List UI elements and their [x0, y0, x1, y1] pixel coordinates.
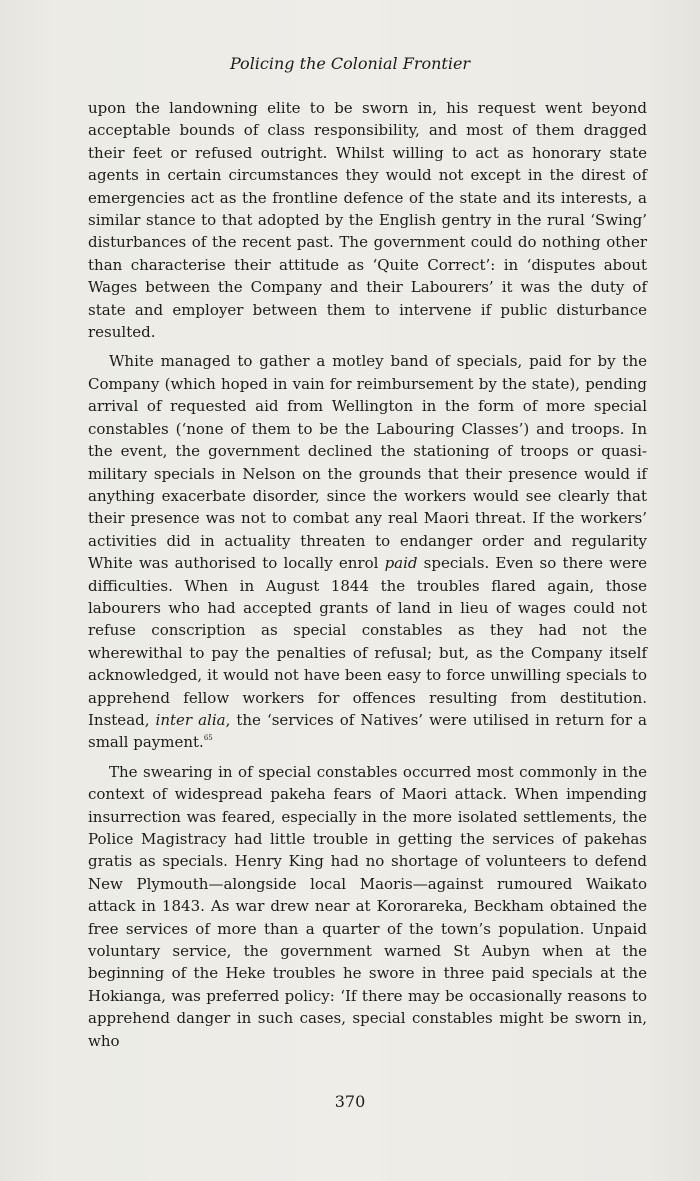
paragraph-2-italic-inter-alia: inter alia: [155, 710, 226, 729]
page-number: 370: [334, 1092, 366, 1111]
paragraph-2-text-b: specials. Even so there were difficulties. When in August 1844 the troubles flared again, those labourers who had accepted grants of land in lieu of wages could not refuse conscription as special constables as they had not the wherewithal to pay the penalties of refusal; but, as the Company itself acknowledged, it would not have been easy to force unwilling specials to apprehend fellow workers for offences resulting from destitution. Instead,: [88, 554, 647, 729]
paragraph-2: [88, 350, 647, 753]
body-text: [88, 97, 647, 1059]
footnote-ref-65[interactable]: 65: [203, 734, 213, 743]
paragraph-2-text-c: , the ‘services of Natives’ were utilised in return for a small payment.: [88, 710, 647, 752]
paragraph-1-text: upon the landowning elite to be sworn in, his request went beyond acceptable bounds of class responsibility, and most of them dragged their feet or refused outright. Whilst willing to act as honorary state agents in certain circumstances they would not except in the direst of emergencies act as the frontline defence of the state and its interests, a similar stance to that adopted by the English gentry in the rural ‘Swing’ disturbances of the recent past. The government could do nothing other than characterise their attitude as ‘Quite Correct’: in ‘disputes about Wages between the Company and their Labourers’ it was the duty of state and employer between them to intervene if public disturbance resulted.: [88, 99, 647, 342]
paragraph-2-text-a: White managed to gather a motley band of specials, paid for by the Company (which hoped in vain for reimbursement by the state), pending arrival of requested aid from Wellington in the form of more special constables (‘none of them to be the Labouring Classes’) and troops. In the event, the government declined the stationing of troops or quasi-military specials in Nelson on the grounds that their presence would if anything exacerbate disorder, since the workers would see clearly that their presence was not to combat any real Maori threat. If the workers’ activities did in actuality threaten to endanger order and regularity White was authorised to locally enrol: [88, 352, 647, 573]
paragraph-3: [88, 761, 647, 1052]
paragraph-3-text: The swearing in of special constables occurred most commonly in the context of widespread pakeha fears of Maori attack. When impending insurrection was feared, especially in the more isolated settlements, the Police Magistracy had little trouble in getting the services of pakehas gratis as specials. Henry King had no shortage of volunteers to defend New Plymouth—alongside local Maoris—against rumoured Waikato attack in 1843. As war drew near at Kororareka, Beckham obtained the free services of more than a quarter of the town’s population. Unpaid voluntary service, the government warned St Aubyn when at the beginning of the Heke troubles he swore in three paid specials at the Hokianga, was preferred policy: ‘If there may be occasionally reasons to apprehend danger in such cases, special constables might be sworn in, who: [88, 762, 647, 1050]
paragraph-2-italic-paid: paid: [384, 554, 418, 573]
running-head: Policing the Colonial Frontier: [229, 54, 471, 73]
paragraph-1: [88, 97, 647, 343]
